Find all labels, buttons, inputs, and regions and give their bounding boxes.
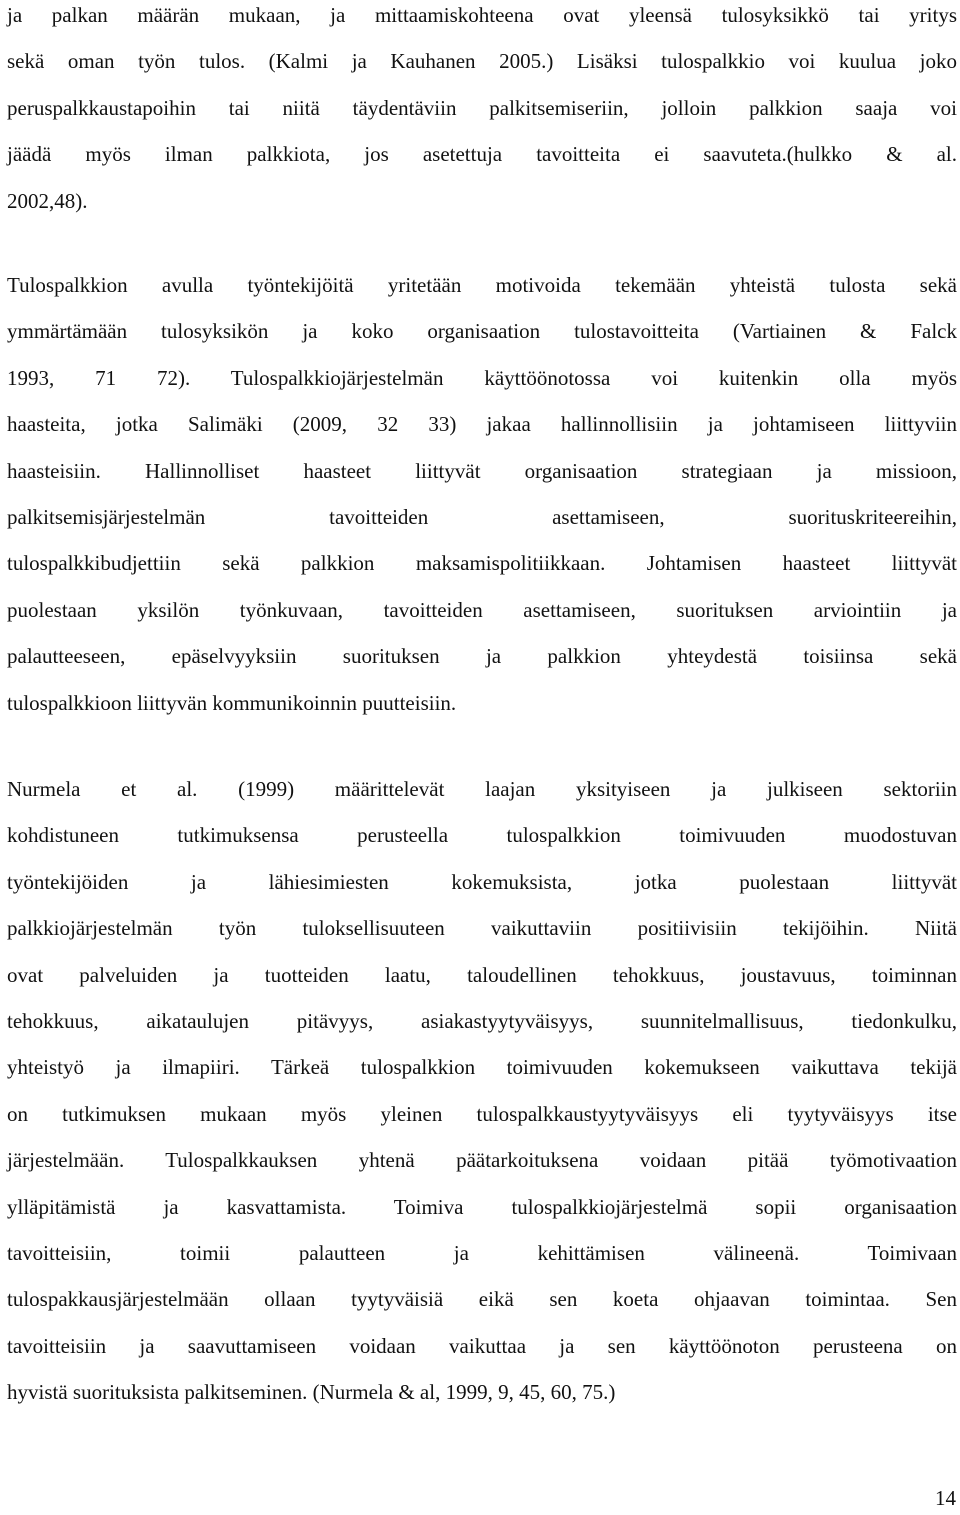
text-line: peruspalkkaustapoihin tai niitä täydentäviin palkitsemiseriin, jolloin palkkion saaja voi: [7, 95, 957, 120]
text-line: yhteistyö ja ilmapiiri. Tärkeä tulospalkkion toimivuuden kokemukseen vaikuttava tekijä: [7, 1055, 957, 1080]
text-line: ovat palveluiden ja tuotteiden laatu, taloudellinen tehokkuus, joustavuus, toiminnan: [7, 962, 957, 987]
text-line: puolestaan yksilön työnkuvaan, tavoitteiden asettamiseen, suorituksen arviointiin ja: [7, 597, 957, 622]
text-line: haasteita, jotka Salimäki (2009, 32 33) jakaa hallinnollisiin ja johtamiseen liittyviin: [7, 412, 957, 437]
text-line: on tutkimuksen mukaan myös yleinen tulospalkkaustyytyväisyys eli tyytyväisyys itse: [7, 1101, 957, 1126]
page-number: 14: [935, 1486, 956, 1510]
text-line: järjestelmään. Tulospalkkauksen yhtenä päätarkoituksena voidaan pitää työmotivaation: [7, 1148, 957, 1173]
text-line: palautteeseen, epäselvyyksiin suorituksen ja palkkion yhteydestä toisiinsa sekä: [7, 644, 957, 669]
text-line: Nurmela et al. (1999) määrittelevät laajan yksityiseen ja julkiseen sektoriin: [7, 777, 957, 801]
text-line: tehokkuus, aikataulujen pitävyys, asiakastyytyväisyys, suunnitelmallisuus, tiedonkulku,: [7, 1009, 957, 1034]
text-line: 2002,48).: [7, 188, 88, 213]
text-line: sekä oman työn tulos. (Kalmi ja Kauhanen 2005.) Lisäksi tulospalkkio voi kuulua joko: [7, 49, 957, 74]
text-line: tulospalkkibudjettiin sekä palkkion maksamispolitiikkaan. Johtamisen haasteet liittyvät: [7, 551, 957, 576]
text-line: Tulospalkkion avulla työntekijöitä yritetään motivoida tekemään yhteistä tulosta sekä: [7, 273, 957, 297]
text-line: työntekijöiden ja lähiesimiesten kokemuksista, jotka puolestaan liittyvät: [7, 869, 957, 894]
text-line: tavoitteisiin ja saavuttamiseen voidaan vaikuttaa ja sen käyttöönoton perusteena on: [7, 1333, 957, 1358]
text-line: tulospakkausjärjestelmään ollaan tyytyväisiä eikä sen koeta ohjaavan toimintaa. Sen: [7, 1287, 957, 1312]
text-line: tulospalkkioon liittyvän kommunikoinnin puutteisiin.: [7, 690, 457, 715]
text-line: tavoitteisiin, toimii palautteen ja kehittämisen välineenä. Toimivaan: [7, 1241, 957, 1266]
paragraph-2: [7, 262, 957, 726]
text-line: jäädä myös ilman palkkiota, jos asetettuja tavoitteita ei saavuteta.(hulkko & al.: [7, 142, 957, 167]
paragraph-1: [7, 0, 957, 224]
paragraph-3: [7, 766, 957, 1416]
text-line: ylläpitämistä ja kasvattamista. Toimiva tulospalkkiojärjestelmä sopii organisaation: [7, 1194, 957, 1219]
text-line: ymmärtämään tulosyksikön ja koko organisaation tulostavoitteita (Vartiainen & Falck: [7, 319, 957, 344]
text-line: kohdistuneen tutkimuksensa perusteella tulospalkkion toimivuuden muodostuvan: [7, 823, 957, 848]
text-line: 1993, 71 72). Tulospalkkiojärjestelmän käyttöönotossa voi kuitenkin olla myös: [7, 365, 957, 390]
text-line: haasteisiin. Hallinnolliset haasteet liittyvät organisaation strategiaan ja missioon,: [7, 458, 957, 483]
text-line: palkitsemisjärjestelmän tavoitteiden asettamiseen, suorituskriteereihin,: [7, 505, 957, 530]
text-line: ja palkan määrän mukaan, ja mittaamiskohteena ovat yleensä tulosyksikkö tai yritys: [7, 3, 957, 27]
text-line: hyvistä suorituksista palkitseminen. (Nurmela & al, 1999, 9, 45, 60, 75.): [7, 1380, 616, 1405]
text-line: palkkiojärjestelmän työn tuloksellisuuteen vaikuttaviin positiivisiin tekijöihin. Niitä: [7, 916, 957, 941]
